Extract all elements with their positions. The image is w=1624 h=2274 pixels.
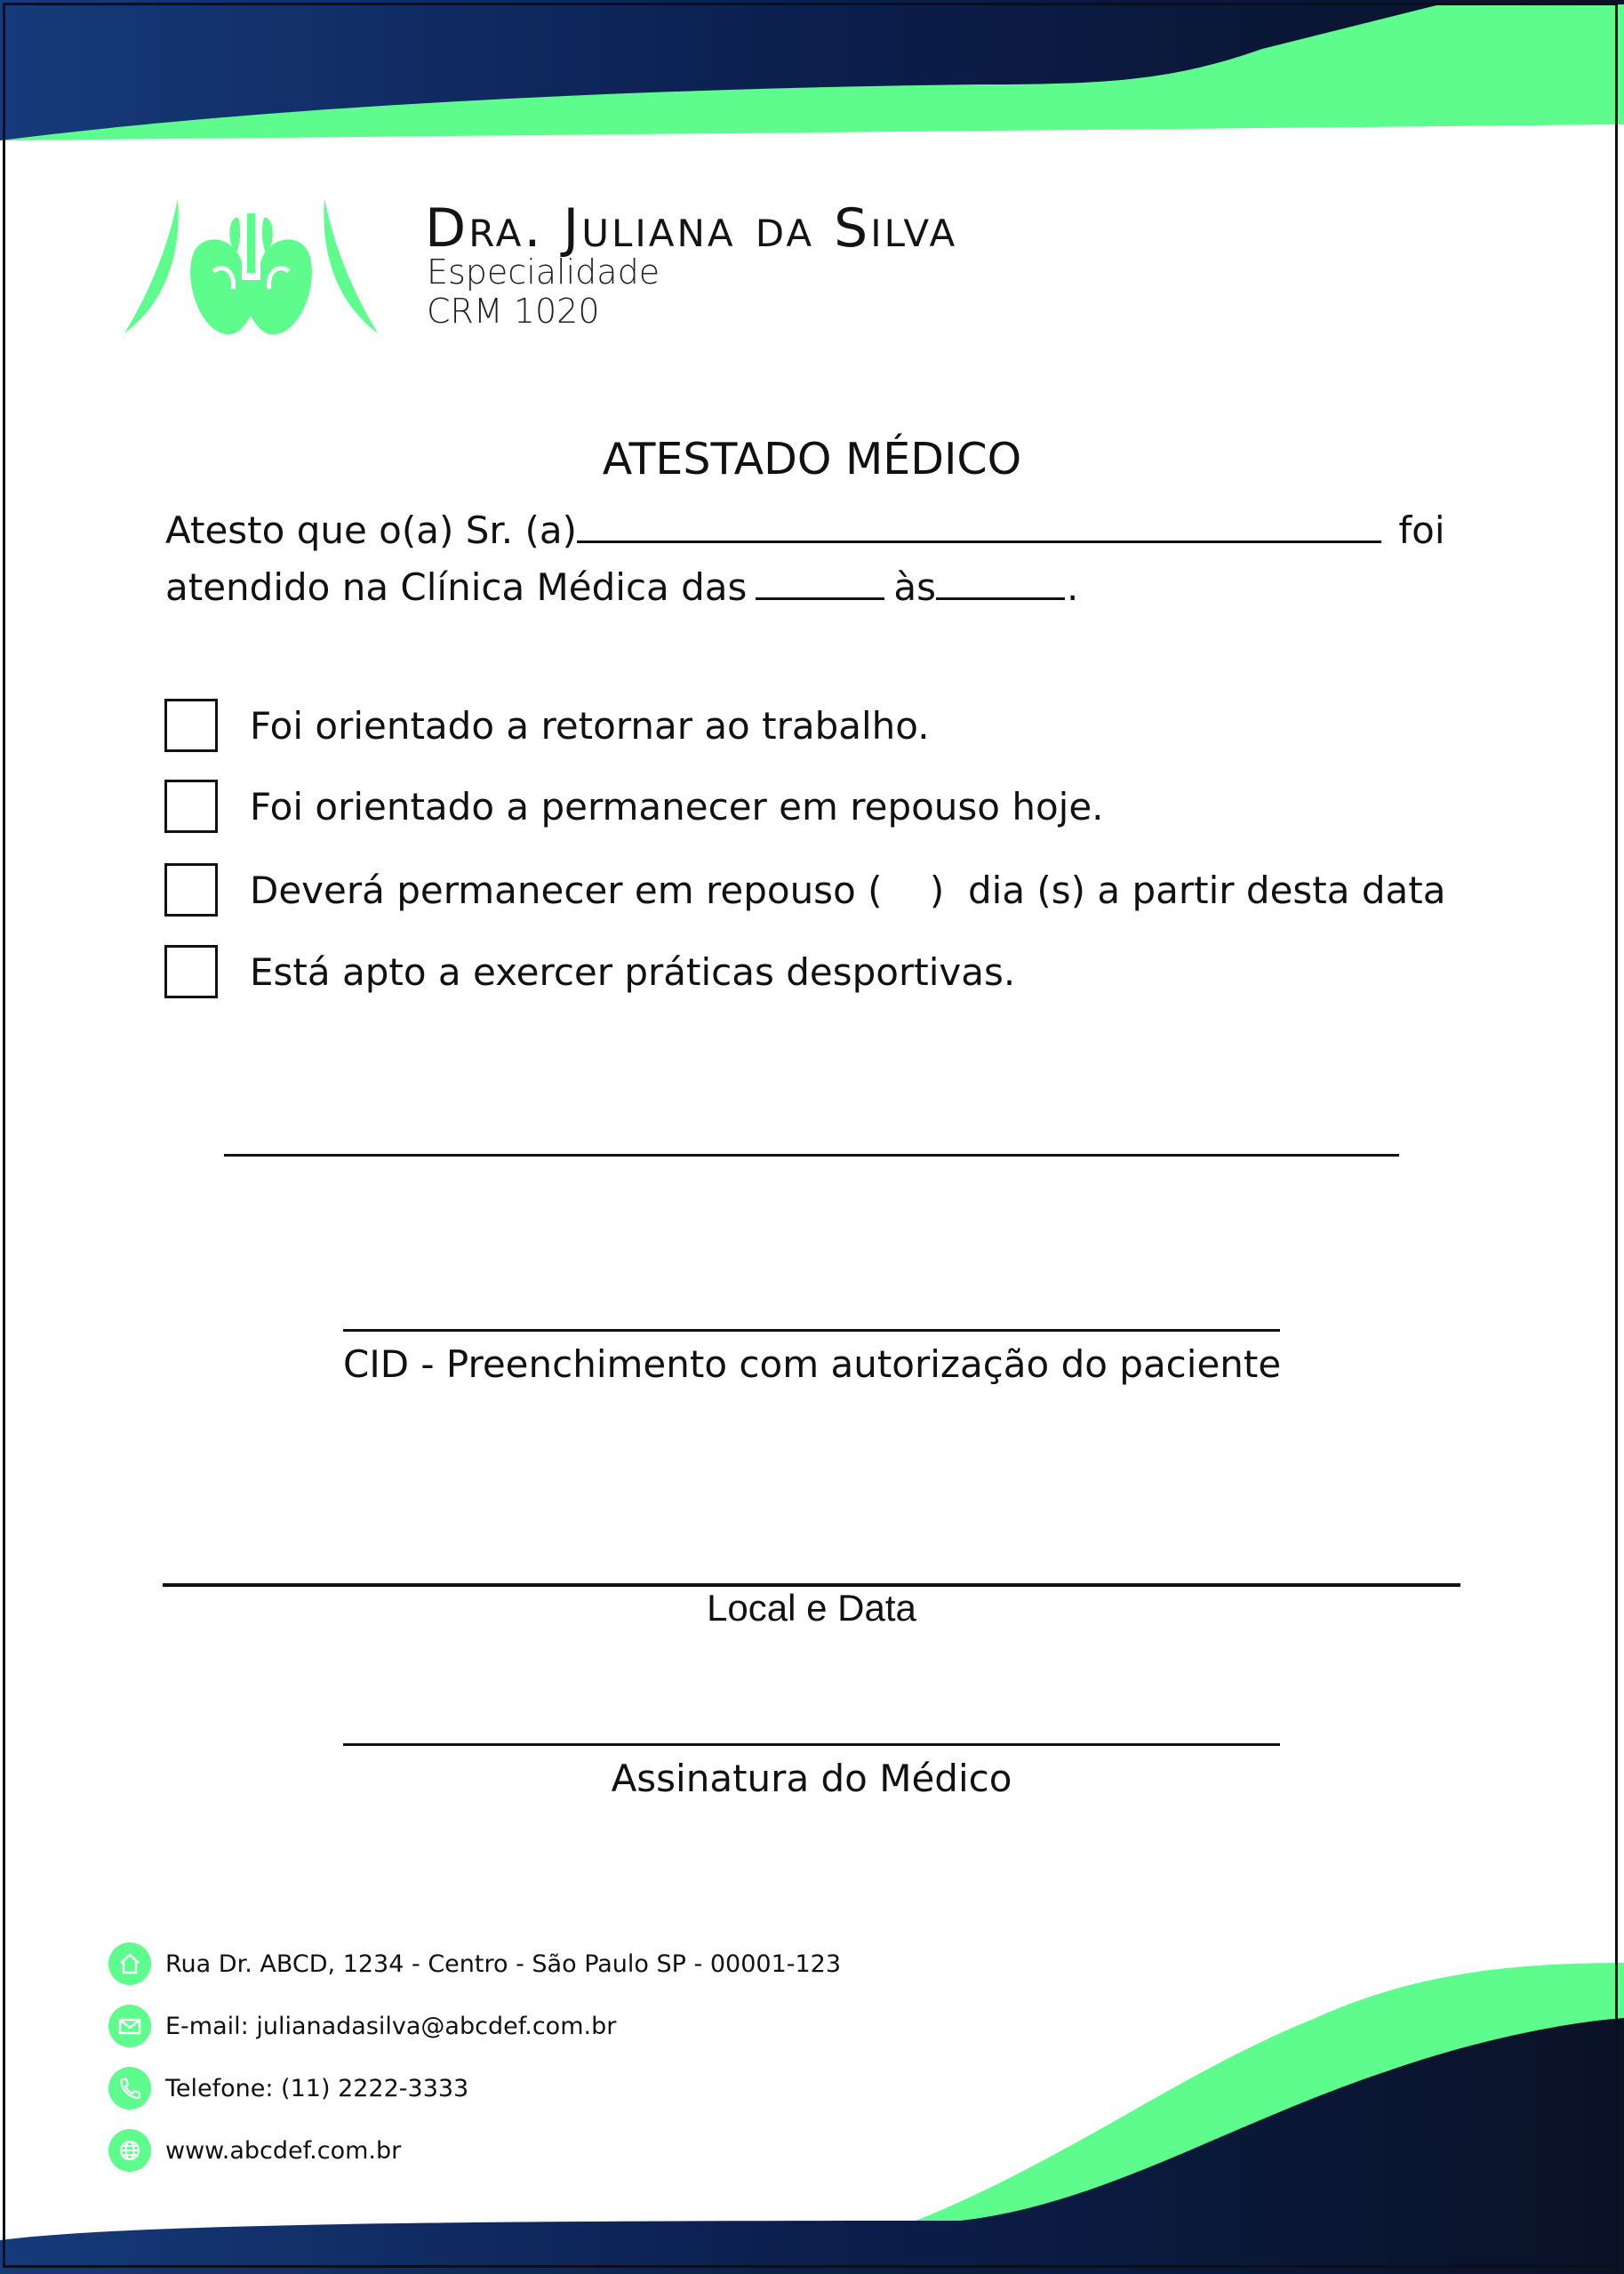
contact-email-text[interactable]: E-mail: julianadasilva@abcdef.com.br (165, 2012, 617, 2040)
start-time-field[interactable] (756, 565, 884, 600)
local-date-label: Local e Data (707, 1587, 916, 1629)
phone-icon (108, 2067, 151, 2110)
contact-website-text[interactable]: www.abcdef.com.br (165, 2136, 402, 2165)
contact-website (108, 2129, 401, 2172)
patient-line-prefix: Atesto que o(a) Sr. (a) (165, 508, 578, 552)
checkbox-label: Foi orientado a permanecer em repouso hoje. (250, 784, 1104, 829)
home-icon (108, 1942, 151, 1985)
time-line-end: . (1067, 565, 1079, 609)
checkbox-rest-days[interactable] (164, 863, 218, 917)
page-border (3, 3, 1618, 2268)
checkbox-row-sports (164, 944, 1015, 999)
notes-line[interactable] (224, 1154, 1399, 1157)
end-time-field[interactable] (936, 565, 1065, 600)
thyroid-logo-icon (124, 191, 378, 342)
document-title: ATESTADO MÉDICO (602, 434, 1022, 484)
checkbox-return-work[interactable] (164, 699, 218, 752)
contact-address-text: Rua Dr. ABCD, 1234 - Centro - São Paulo SP - 00001-123 (165, 1950, 842, 1978)
patient-name-field[interactable] (577, 508, 1381, 543)
patient-line (165, 508, 1445, 552)
contact-phone (108, 2067, 468, 2110)
doctor-name: Dra. Juliana da Silva (425, 197, 958, 260)
signature-line[interactable] (343, 1743, 1280, 1746)
time-line (165, 565, 1078, 609)
checkbox-row-rest-days (164, 862, 1445, 917)
checkbox-label: Está apto a exercer práticas desportivas. (250, 949, 1016, 994)
cid-line[interactable] (343, 1329, 1280, 1332)
checkbox-label: Foi orientado a retornar ao trabalho. (250, 703, 930, 748)
time-line-prefix: atendido na Clínica Médica das (165, 565, 748, 609)
mail-icon (108, 2005, 151, 2047)
contact-phone-text: Telefone: (11) 2222-3333 (165, 2074, 469, 2102)
contact-address (108, 1942, 841, 1985)
checkbox-row-return-work (164, 698, 930, 753)
checkbox-rest-today[interactable] (164, 780, 218, 833)
doctor-crm: CRM 1020 (427, 292, 600, 331)
checkbox-row-rest-today (164, 779, 1104, 834)
checkbox-sports[interactable] (164, 945, 218, 998)
cid-label: CID - Preenchimento com autorização do paciente (343, 1342, 1282, 1386)
checkbox-label: Deverá permanecer em repouso ( ) dia (s) a partir desta data (250, 868, 1446, 912)
time-line-middle: às (893, 565, 937, 609)
signature-label: Assinatura do Médico (611, 1757, 1012, 1800)
patient-line-suffix: foi (1398, 508, 1445, 552)
doctor-specialty: Especialidade (427, 252, 660, 292)
globe-icon (108, 2129, 151, 2172)
contact-email (108, 2005, 616, 2047)
